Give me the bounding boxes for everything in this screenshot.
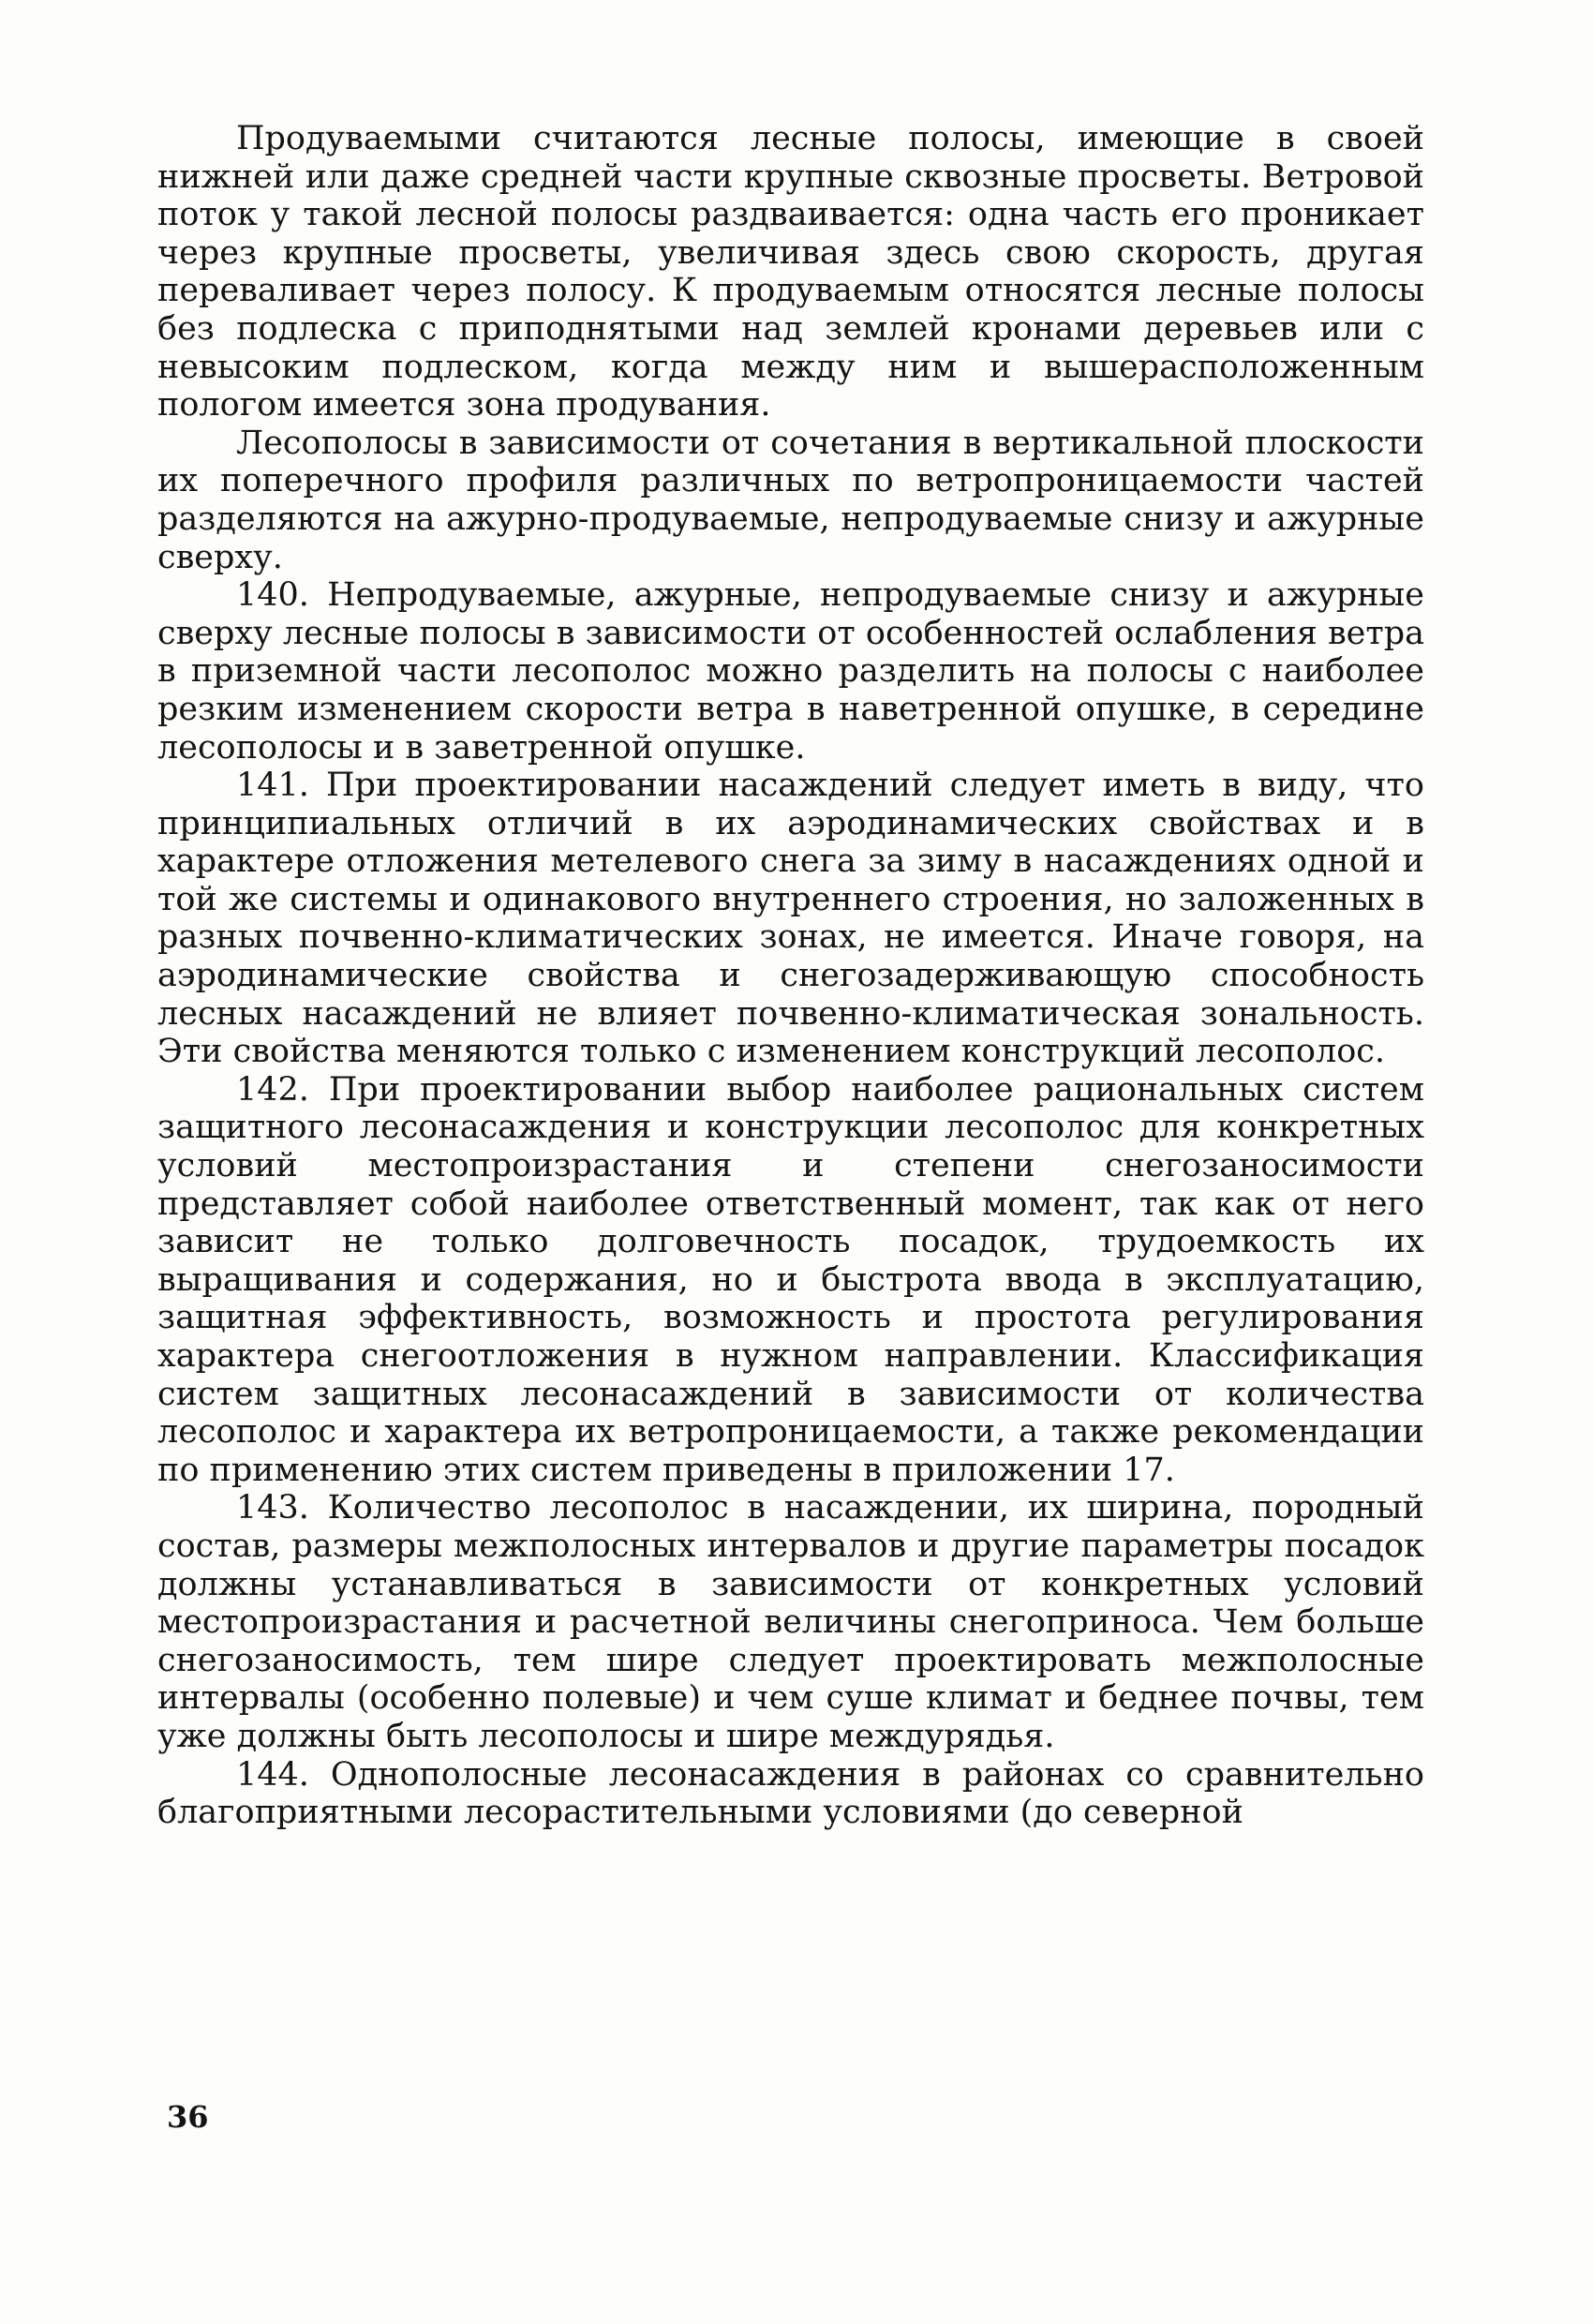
paragraph-143: 143. Количество лесополос в насаждении, их ширина, породный состав, размеры межполосных интервалов и другие параметры посадок должны устанавливаться в зависимости от конкретных условий местопроизрастания и расчетной величины снегоприноса. Чем больше снегозаносимость, тем шире следует проектировать межполосные интервалы (особенно полевые) и чем суше климат и беднее почвы, тем уже должны быть лесополосы и шире междурядья. bbox=[157, 1489, 1424, 1755]
page-number: 36 bbox=[167, 2099, 209, 2135]
paragraph-classification: Лесополосы в зависимости от сочетания в вертикальной плоскости их поперечного профиля различных по ветропроницаемости частей разделяются на ажурно-продуваемые, непродуваемые снизу и ажурные сверху. bbox=[157, 424, 1424, 576]
body-text bbox=[157, 120, 1424, 1832]
paragraph-140: 140. Непродуваемые, ажурные, непродуваемые снизу и ажурные сверху лесные полосы в зависимости от особенностей ослабления ветра в приземной части лесополос можно разделить на полосы с наиболее резким изменением скорости ветра в наветренной опушке, в середине лесополосы и в заветренной опушке. bbox=[157, 576, 1424, 767]
paragraph-142: 142. При проектировании выбор наиболее рациональных систем защитного лесонасаждения и конструкции лесополос для конкретных условий местопроизрастания и степени снегозаносимости представляет собой наиболее ответственный момент, так как от него зависит не только долговечность посадок, трудоемкость их выращивания и содержания, но и быстрота ввода в эксплуатацию, защитная эффективность, возможность и простота регулирования характера снегоотложения в нужном направлении. Классификация систем защитных лесонасаждений в зависимости от количества лесополос и характера их ветропроницаемости, а также рекомендации по применению этих систем приведены в приложении 17. bbox=[157, 1070, 1424, 1489]
paragraph-intro-blown: Продуваемыми считаются лесные полосы, имеющие в своей нижней или даже средней части крупные сквозные просветы. Ветровой поток у такой лесной полосы раздваивается: одна часть его проникает через крупные просветы, увеличивая здесь свою скорость, другая переваливает через полосу. К продуваемым относятся лесные полосы без подлеска с приподнятыми над землей кронами деревьев или с невысоким подлеском, когда между ним и вышерасположенным пологом имеется зона продувания. bbox=[157, 120, 1424, 425]
paragraph-144: 144. Однополосные лесонасаждения в районах со сравнительно благоприятными лесорастительными условиями (до северной bbox=[157, 1755, 1424, 1832]
paragraph-141: 141. При проектировании насаждений следует иметь в виду, что принципиальных отличий в их аэродинамических свойствах и в характере отложения метелевого снега за зиму в насаждениях одной и той же системы и одинакового внутреннего строения, но заложенных в разных почвенно-климатических зонах, не имеется. Иначе говоря, на аэродинамические свойства и снегозадерживающую способность лесных насаждений не влияет почвенно-климатическая зональность. Эти свойства меняются только с изменением конструкций лесополос. bbox=[157, 767, 1424, 1071]
